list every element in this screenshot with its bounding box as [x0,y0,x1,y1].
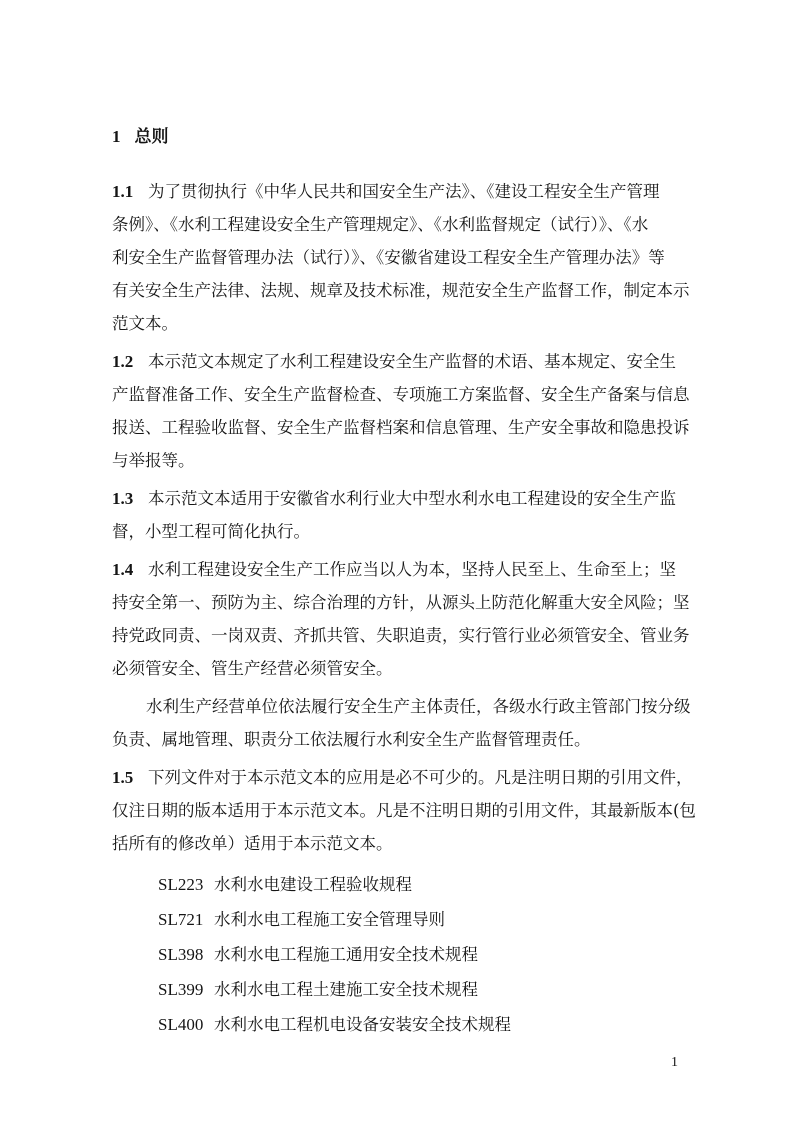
standard-code: SL400 [158,1015,204,1034]
chapter-number: 1 [112,127,121,146]
standard-title: 水利水电工程施工通用安全技术规程 [214,945,478,964]
standard-title: 水利水电工程土建施工安全技术规程 [214,980,478,999]
standard-code: SL398 [158,945,204,964]
clause-1-1-line-5: 范文本。 [112,314,178,333]
chapter-heading [112,122,169,147]
standard-code: SL399 [158,980,204,999]
clause-1-4-line-1 [112,556,687,580]
clause-1-4-line-2: 持安全第一、预防为主、综合治理的方针，从源头上防范化解重大安全风险；坚 [112,593,690,612]
clause-text: 本示范文本适用于安徽省水利行业大中型水利水电工程建设的安全生产监 [148,489,676,508]
standard-title: 水利水电建设工程验收规程 [214,875,412,894]
clause-text: 水利工程建设安全生产工作应当以人为本，坚持人民至上、生命至上；坚 [148,560,676,579]
clause-1-3-line-2: 督，小型工程可简化执行。 [112,522,310,541]
chapter-title: 总则 [134,127,169,147]
clause-number: 1.5 [112,768,134,787]
clause-number: 1.1 [112,182,134,201]
clause-1-5-line-3: 括所有的修改单）适用于本示范文本。 [112,834,393,853]
clause-1-3-line-1 [112,485,687,509]
standard-title: 水利水电工程机电设备安装安全技术规程 [214,1015,511,1034]
clause-1-4-line-4: 必须管安全、管生产经营必须管安全。 [112,659,393,678]
clause-1-2-line-1 [112,348,687,372]
clause-1-1-line-2: 条例》、《水利工程建设安全生产管理规定》、《水利监督规定（试行）》、《水 [112,215,649,234]
clause-text: 本示范文本规定了水利工程建设安全生产监督的术语、基本规定、安全生 [148,352,676,371]
clause-1-1-line-4: 有关安全生产法律、法规、规章及技术标准，规范安全生产监督工作，制定本示 [112,281,690,300]
clause-1-1-line-3: 利安全生产监督管理办法（试行）》、《安徽省建设工程安全生产管理办法》等 [112,248,665,267]
clause-number: 1.3 [112,489,134,508]
standard-title: 水利水电工程施工安全管理导则 [214,910,445,929]
paragraph-line-2: 负责、属地管理、职责分工依法履行水利安全生产监督管理责任。 [112,730,591,749]
clause-number: 1.4 [112,560,134,579]
page-number: 1 [671,1055,678,1070]
paragraph-line-1: 水利生产经营单位依法履行安全生产主体责任，各级水行政主管部门按分级 [146,697,691,716]
clause-text: 为了贯彻执行《中华人民共和国安全生产法》、《建设工程安全生产管理 [148,182,660,201]
clause-number: 1.2 [112,352,134,371]
clause-1-2-line-3: 报送、工程验收监督、安全生产监督档案和信息管理、生产安全事故和隐患投诉 [112,418,690,437]
standard-item [158,871,412,895]
standard-item [158,976,478,1000]
standard-code: SL223 [158,875,204,894]
clause-1-1-line-1 [112,178,687,202]
clause-1-2-line-4: 与举报等。 [112,451,195,470]
standard-item [158,906,445,930]
standard-code: SL721 [158,910,204,929]
standard-item [158,941,478,965]
clause-1-4-line-3: 持党政同责、一岗双责、齐抓共管、失职追责，实行管行业必须管安全、管业务 [112,626,690,645]
clause-1-5-line-1 [112,764,693,788]
clause-1-5-line-2: 仅注日期的版本适用于本示范文本。凡是不注明日期的引用文件，其最新版本(包 [112,801,696,820]
clause-text: 下列文件对于本示范文本的应用是必不可少的。凡是注明日期的引用文件， [148,768,693,787]
standard-item [158,1011,511,1035]
clause-1-2-line-2: 产监督准备工作、安全生产监督检查、专项施工方案监督、安全生产备案与信息 [112,385,690,404]
